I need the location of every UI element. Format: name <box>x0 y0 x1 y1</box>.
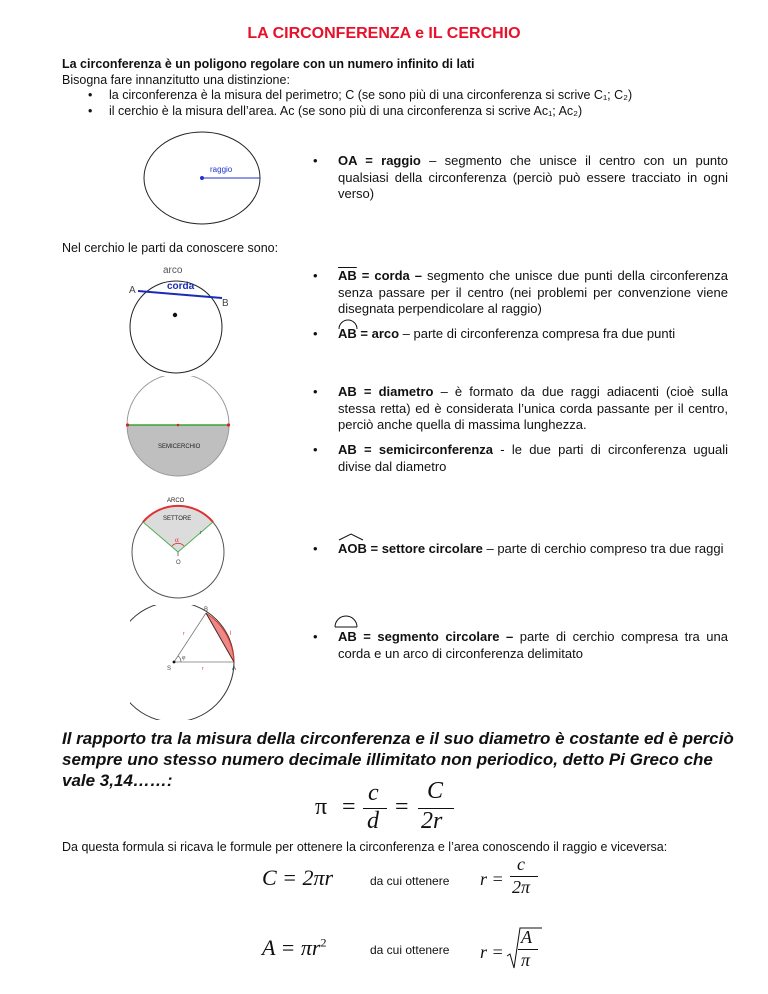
denominator: π <box>521 950 531 970</box>
radius-label: r <box>200 530 202 536</box>
point-b-label: B <box>204 607 209 613</box>
figure-semicerchio <box>126 376 234 481</box>
term: = corda – <box>356 268 427 283</box>
parti-heading: Nel cerchio le parti da conoscere sono: <box>62 241 279 255</box>
item-semicirconferenza <box>313 442 728 475</box>
bullet-text: il cerchio è la misura dell’area. Aᴄ (se sono più di una circonferenza si scrive Ac₁; Ac₂) <box>109 104 583 118</box>
corda-label: corda <box>167 281 195 292</box>
exponent: 2 <box>320 935 327 950</box>
da-cui-label: da cui ottenere <box>370 943 450 957</box>
figure-settore <box>118 494 238 606</box>
term: AB = semicirconferenza <box>338 442 494 457</box>
center-label: O <box>176 560 181 566</box>
numerator: C <box>427 778 444 804</box>
intro <box>62 56 742 88</box>
item-diametro <box>313 384 728 434</box>
formula-r-from-c <box>480 856 550 904</box>
bullet-dot: • <box>313 153 318 168</box>
bullet-dot: • <box>313 268 318 283</box>
arco-label: arco <box>163 265 183 276</box>
formula-intro: Da questa formula si ricava le formule per ottenere la circonferenza e l’area conoscendo il raggio e viceversa: <box>62 840 668 854</box>
desc: segmento che unisce due punti della circonferenza senza passare per il centro (nei problemi per convenzione viene disegnata perpendicolare al raggio) <box>338 268 728 316</box>
bullet-dot: • <box>88 104 93 118</box>
pi-symbol: π <box>315 794 328 820</box>
formula-circumference: C = 2πr <box>262 865 334 890</box>
term: AOB = settore circolare <box>338 541 483 556</box>
bullet-dot: • <box>313 629 318 644</box>
angle-label: φ <box>182 655 186 661</box>
arco-label: ARCO <box>167 498 185 504</box>
desc: - le due parti di circonferenza uguali divise dal diametro <box>338 442 728 474</box>
bullet-text: la circonferenza è la misura del perimetro; C (se sono più di una circonferenza si scrive C₁; C₂) <box>109 88 633 102</box>
formula-r-from-a <box>480 924 550 976</box>
figure-corda <box>118 262 238 377</box>
item-settore <box>313 541 728 558</box>
denominator: d <box>367 808 379 834</box>
equals-sign: = <box>342 794 356 820</box>
formula-area <box>262 935 326 961</box>
numerator: A <box>521 927 532 947</box>
figure-segmento <box>130 605 255 720</box>
equals-sign: = <box>395 794 409 820</box>
desc: – segmento che unisce il centro con un punto qualsiasi della circonferenza (perciò può essere tracciato in ogni verso) <box>338 153 728 201</box>
alpha-label: α <box>175 536 179 544</box>
item-corda <box>313 268 728 318</box>
desc: parte di cerchio compresa tra una corda e un arco di circonferenza delimitato <box>338 629 728 661</box>
bullet-dot: • <box>313 384 318 399</box>
radius-label: r <box>202 666 204 672</box>
desc: – parte di cerchio compreso tra due raggi <box>482 541 724 556</box>
point-a-label: A <box>129 285 136 296</box>
item-arco <box>313 326 728 343</box>
bullet-dot: • <box>313 326 318 341</box>
segment-symbol-icon <box>333 612 359 628</box>
pi-statement: Il rapporto tra la misura della circonferenza e il suo diametro è costante ed è perciò sempre uno stesso numero decimale illimitato non periodico, detto Pi Greco che vale 3,14……: <box>62 729 734 790</box>
item-raggio <box>313 153 728 203</box>
desc: – è formato da due raggi adiacenti (cioè sulla stessa retta) ed è considerata l’unica corda passante per il centro, perciò anche quella di massima lunghezza. <box>338 384 728 432</box>
settore-label: SETTORE <box>163 516 192 522</box>
da-cui-label: da cui ottenere <box>370 874 450 888</box>
semicerchio-label: SEMICERCHIO <box>158 444 201 450</box>
bullet-dot: • <box>313 541 318 556</box>
denominator: 2π <box>512 877 531 897</box>
bullet-dot: • <box>88 88 93 102</box>
r-equals: r = <box>480 869 504 889</box>
desc: – parte di circonferenza compresa fra due punti <box>399 326 676 341</box>
bullet-dot: • <box>313 442 318 457</box>
item-segmento <box>313 629 728 662</box>
denominator: 2r <box>421 808 443 834</box>
term: AB = segmento circolare – <box>338 629 514 644</box>
term: OA = raggio <box>338 153 421 168</box>
term: AB = diametro <box>338 384 434 399</box>
numerator: c <box>368 780 379 806</box>
intro-line: Bisogna fare innanzitutto una distinzione: <box>62 73 290 87</box>
formula-pi <box>315 780 485 836</box>
page-title: LA CIRCONFERENZA e IL CERCHIO <box>247 25 521 42</box>
area-lhs: A = πr <box>262 935 321 960</box>
term: AB = arco <box>338 326 400 341</box>
r-equals: r = <box>480 942 504 962</box>
point-a-label: A <box>232 666 237 672</box>
point-b-label: B <box>222 298 229 309</box>
arc-length-label: l <box>230 631 232 637</box>
figure-raggio <box>140 128 275 233</box>
intro-bold-line: La circonferenza è un poligono regolare con un numero infinito di lati <box>62 57 475 71</box>
raggio-label: raggio <box>210 165 233 174</box>
numerator: c <box>517 854 525 874</box>
term-ab: $\overline{AB}$ <box>338 268 357 283</box>
angle-symbol-icon <box>337 532 365 541</box>
point-s-label: S <box>167 666 172 672</box>
radius-label: r <box>183 631 185 637</box>
